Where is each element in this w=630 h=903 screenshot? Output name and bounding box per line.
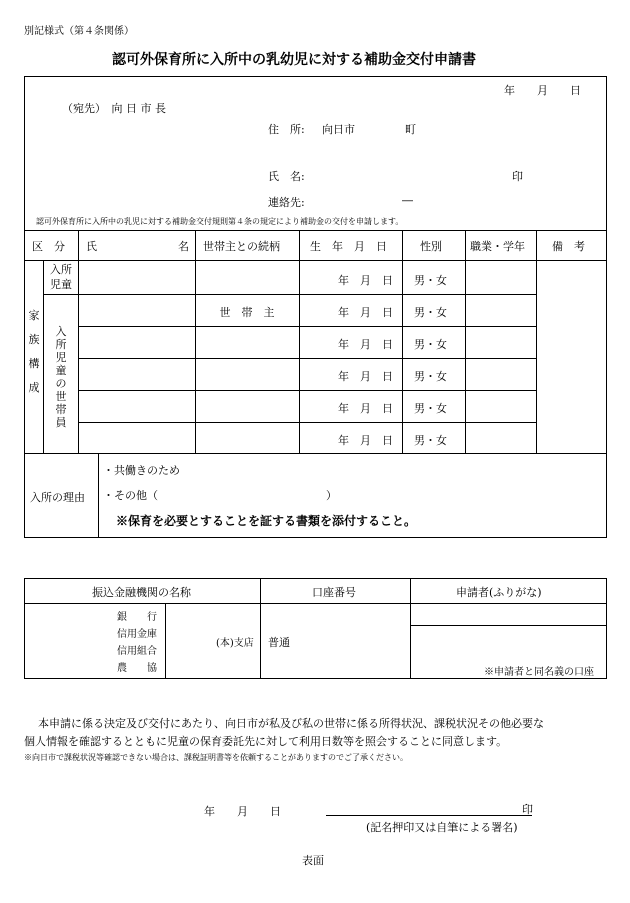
enrolled-child-label: 入所児童 (50, 263, 72, 291)
family-composition-label: 家族構成 (28, 309, 40, 394)
header-remarks: 備 考 (552, 240, 585, 253)
header-institution: 振込金融機関の名称 (92, 586, 191, 599)
row-relation[interactable]: 世 帯 主 (219, 306, 275, 319)
name-label: 氏 名: (268, 170, 305, 183)
address-city: 向日市 (322, 123, 355, 136)
signature-caption: (記名押印又は自筆による署名) (366, 821, 518, 834)
header-division: 区 分 (32, 240, 65, 253)
consent-line-1: 本申請に係る決定及び交付にあたり、向日市が私及び私の世帯に係る所得状況、課税状況その他必要な (38, 717, 544, 730)
header-relation: 世帯主との続柄 (203, 240, 280, 253)
page-title: 認可外保育所に入所中の乳幼児に対する補助金交付申請書 (112, 52, 476, 68)
reason-dual-income[interactable]: ・共働きのため (103, 464, 180, 477)
signature-date[interactable]: 年 月 日 (204, 805, 281, 818)
reason-other[interactable]: ・その他（ (103, 489, 158, 502)
account-type: 普通 (268, 636, 290, 649)
row-sex[interactable]: 男・女 (414, 402, 447, 415)
signature-seal: 印 (522, 803, 533, 816)
address-town: 町 (405, 123, 416, 136)
addressee: （宛先） 向 日 市 長 (62, 102, 166, 115)
row-sex[interactable]: 男・女 (414, 338, 447, 351)
row-birthdate[interactable]: 年 月 日 (338, 274, 393, 287)
header-applicant-kana: 申請者(ふりがな) (456, 586, 542, 599)
bank-type-shinkin[interactable]: 信用金庫 (117, 629, 157, 640)
header-account: 口座番号 (312, 586, 356, 599)
consent-note: ※向日市で課税状況等確認できない場合は、課税証明書等を依頼することがありますのでご了承ください。 (24, 753, 408, 762)
bank-type-credit-union[interactable]: 信用組合 (117, 646, 157, 657)
row-sex[interactable]: 男・女 (414, 434, 447, 447)
same-name-note: ※申請者と同名義の口座 (484, 667, 594, 678)
row-birthdate[interactable]: 年 月 日 (338, 370, 393, 383)
row-birthdate[interactable]: 年 月 日 (338, 402, 393, 415)
row-birthdate[interactable]: 年 月 日 (338, 434, 393, 447)
address-label: 住 所: (268, 123, 305, 136)
page-label: 表面 (302, 854, 324, 867)
reason-other-close: ） (326, 489, 337, 502)
contact-label: 連絡先: (268, 196, 305, 209)
contact-dash: ― (402, 194, 413, 207)
application-statement: 認可外保育所に入所中の乳児に対する補助金交付規則第４条の規定により補助金の交付を申請します。 (36, 217, 404, 226)
header-name-left: 氏 (86, 240, 97, 253)
row-birthdate[interactable]: 年 月 日 (338, 338, 393, 351)
row-birthdate[interactable]: 年 月 日 (338, 306, 393, 319)
bank-type-ja[interactable]: 農 協 (117, 663, 157, 674)
reason-label: 入所の理由 (30, 491, 85, 504)
row-sex[interactable]: 男・女 (414, 306, 447, 319)
consent-line-2: 個人情報を確認するとともに児童の保育委託先に対して利用日数等を照会することに同意します。 (24, 735, 508, 748)
application-date[interactable]: 年 月 日 (504, 84, 581, 97)
signature-line[interactable] (326, 815, 532, 816)
header-birthdate: 生 年 月 日 (310, 240, 387, 253)
header-name-right: 名 (178, 240, 189, 253)
applicant-seal: 印 (512, 170, 523, 183)
header-occupation: 職業・学年 (470, 240, 525, 253)
reason-note: ※保育を必要とすることを証する書類を添付すること。 (116, 514, 417, 528)
form-number: 別記様式（第４条関係） (24, 26, 134, 37)
bank-type-bank[interactable]: 銀 行 (117, 612, 157, 623)
household-member-label: 入所児童の世帯員 (55, 325, 67, 429)
row-sex[interactable]: 男・女 (414, 370, 447, 383)
row-sex[interactable]: 男・女 (414, 274, 447, 287)
branch-label: (本)支店 (216, 638, 254, 649)
header-sex: 性別 (420, 240, 442, 253)
